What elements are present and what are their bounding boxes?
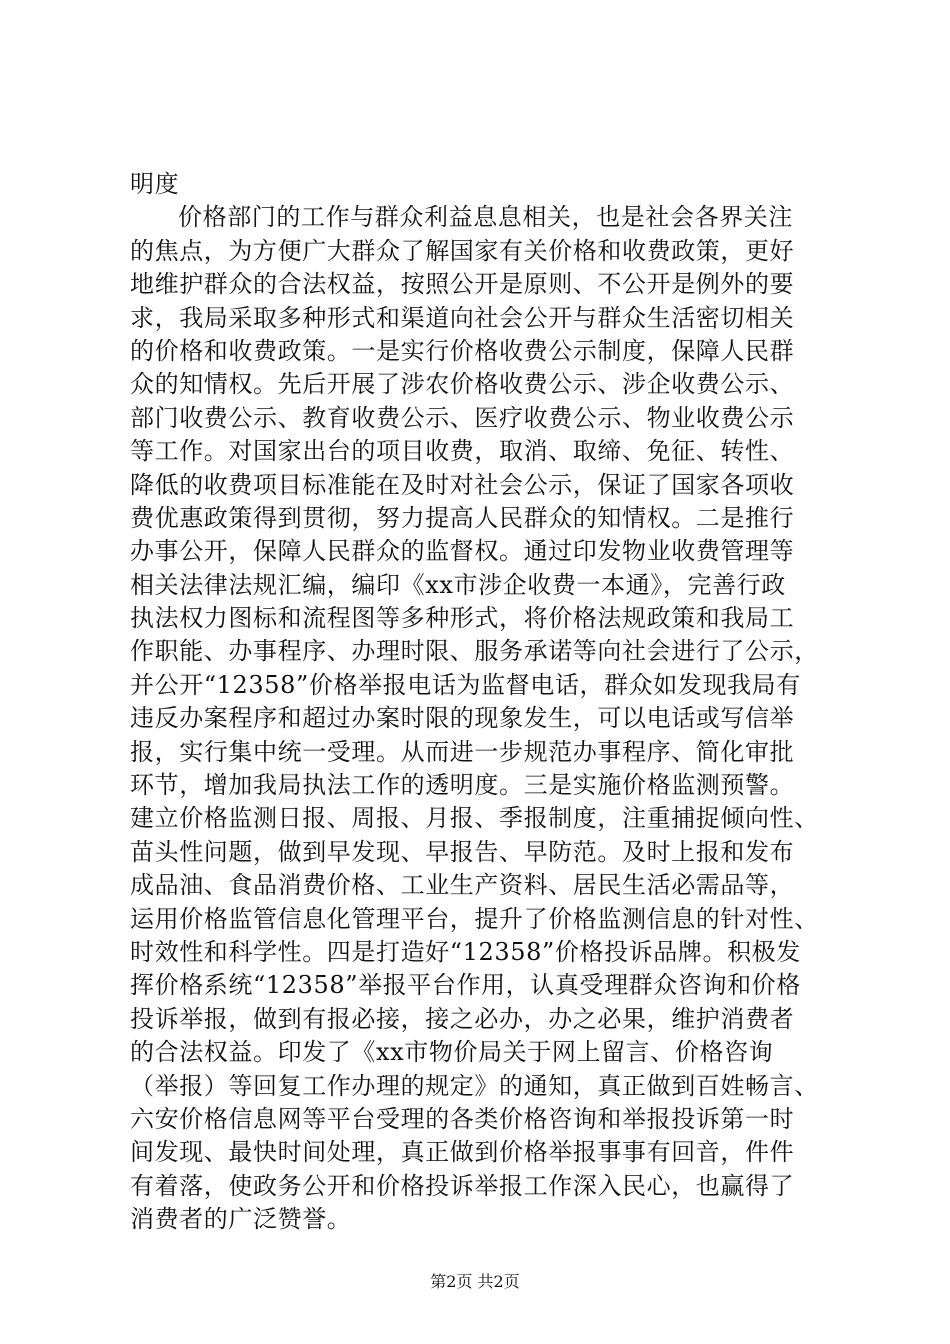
text-line: 众的知情权。先后开展了涉农价格收费公示、涉企收费公示、 [130, 370, 795, 399]
text-line: 运用价格监管信息化管理平台，提升了价格监测信息的针对性、 [130, 904, 819, 933]
text-line: 成品油、食品消费价格、工业生产资料、居民生活必需品等， [130, 871, 795, 900]
text-line: 求，我局采取多种形式和渠道向社会公开与群众生活密切相关 [130, 303, 795, 332]
text-line: 部门收费公示、教育收费公示、医疗收费公示、物业收费公示 [130, 403, 795, 432]
text-line: 执法权力图标和流程图等多种形式，将价格法规政策和我局工 [130, 604, 795, 633]
text-line: 建立价格监测日报、周报、月报、季报制度，注重捕捉倾向性、 [130, 804, 819, 833]
text-line: 时效性和科学性。四是打造好“12358”价格投诉品牌。积极发 [130, 937, 801, 966]
text-line: 有着落，使政务公开和价格投诉举报工作深入民心，也赢得了 [130, 1171, 795, 1200]
text-line: 苗头性问题，做到早发现、早报告、早防范。及时上报和发布 [130, 837, 795, 866]
text-line: 作职能、办事程序、办理时限、服务承诺等向社会进行了公示， [130, 637, 819, 666]
text-line: 的合法权益。印发了《xx市物价局关于网上留言、价格咨询 [130, 1038, 774, 1067]
text-line: 费优惠政策得到贯彻，努力提高人民群众的知情权。二是推行 [130, 503, 795, 532]
text-line: 的价格和收费政策。一是实行价格收费公示制度，保障人民群 [130, 336, 795, 365]
text-line: 地维护群众的合法权益，按照公开是原则、不公开是例外的要 [130, 270, 795, 299]
page-number-footer: 第2页 共2页 [430, 1272, 520, 1291]
body-text [130, 168, 850, 1237]
text-line: 相关法律法规汇编，编印《xx市涉企收费一本通》，完善行政 [130, 570, 786, 599]
paragraph-first-line: 价格部门的工作与群众利益息息相关，也是社会各界关注 [178, 203, 793, 232]
text-line: 消费者的广泛赞誉。 [130, 1205, 352, 1234]
text-line: 六安价格信息网等平台受理的各类价格咨询和举报投诉第一时 [130, 1104, 795, 1133]
text-line: 报，实行集中统一受理。从而进一步规范办事程序、简化审批 [130, 737, 795, 766]
text-line: 环节，增加我局执法工作的透明度。三是实施价格监测预警。 [130, 771, 795, 800]
text-line: （举报）等回复工作办理的规定》的通知，真正做到百姓畅言、 [130, 1071, 819, 1100]
text-line: 违反办案程序和超过办案时限的现象发生，可以电话或写信举 [130, 704, 795, 733]
text-line: 明度 [130, 170, 180, 198]
text-line: 办事公开，保障人民群众的监督权。通过印发物业收费管理等 [130, 537, 795, 566]
text-line: 间发现、最快时间处理，真正做到价格举报事事有回音，件件 [130, 1138, 795, 1167]
text-line: 降低的收费项目标准能在及时对社会公示，保证了国家各项收 [130, 470, 795, 499]
text-line: 等工作。对国家出台的项目收费，取消、取缔、免征、转性、 [130, 437, 795, 466]
text-line: 并公开“12358”价格举报电话为监督电话，群众如发现我局有 [130, 670, 801, 699]
text-line: 的焦点，为方便广大群众了解国家有关价格和收费政策，更好 [130, 236, 795, 265]
text-line: 挥价格系统“12358”举报平台作用，认真受理群众咨询和价格 [130, 971, 801, 1000]
text-line: 投诉举报，做到有报必接，接之必办，办之必果，维护消费者 [130, 1004, 795, 1033]
